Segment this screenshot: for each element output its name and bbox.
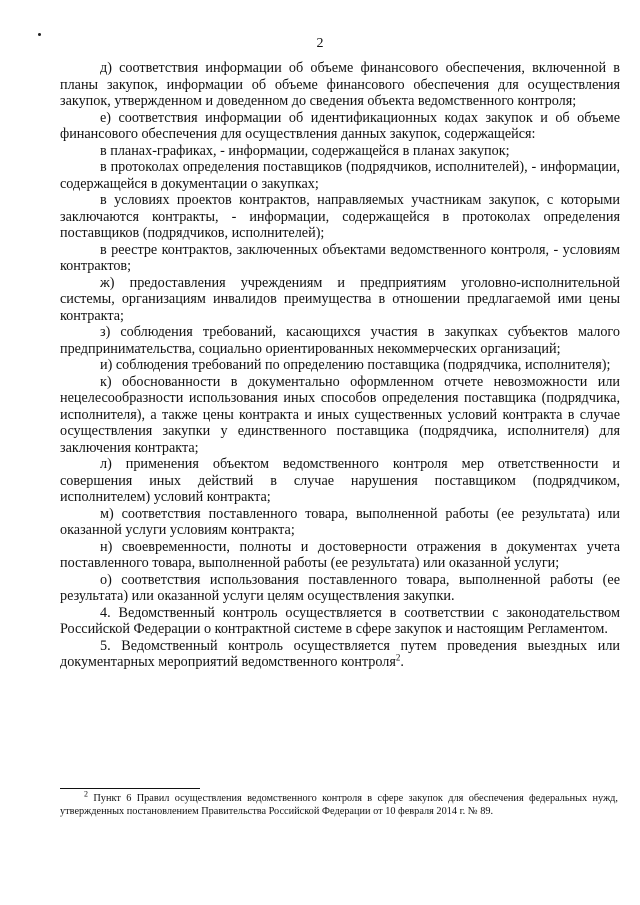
paragraph-5 [60, 638, 620, 671]
footnote-divider [60, 788, 200, 789]
paragraph-e-protocols: в протоколах определения поставщиков (подрядчиков, исполнителей), - информации, содержащейся в документации о закупках; [60, 159, 620, 192]
paragraph-4: 4. Ведомственный контроль осуществляется в соответствии с законодательством Российской Федерации о контрактной системе в сфере закупок и настоящим Регламентом. [60, 604, 620, 637]
paragraph-e-contract-registry: в реестре контрактов, заключенных объектами ведомственного контроля, - условиям контрактов; [60, 241, 620, 274]
paragraph-o: о) соответствия использования поставленного товара, выполненной работы (ее результата) или оказанной услуги целям осуществления закупки. [60, 571, 620, 604]
paragraph-e: е) соответствия информации об идентификационных кодах закупок и об объеме финансового обеспечения для осуществления данных закупок, содержащейся: [60, 109, 620, 142]
footnote-text: Пункт 6 Правил осуществления ведомственного контроля в сфере закупок для обеспечения федеральных нужд, утвержденных постановлением Правительства Российской Федерации от 10 февраля 2014 г. № 89. [60, 793, 618, 817]
paragraph-l: л) применения объектом ведомственного контроля мер ответственности и совершения иных действий в случае нарушения поставщиком (подрядчиком, исполнителем) условий контракта; [60, 456, 620, 505]
page-number: 2 [316, 36, 324, 51]
paragraph-n: н) своевременности, полноты и достоверности отражения в документах учета поставленного товара, выполненной работы (ее результата) или оказанной услуги; [60, 538, 620, 571]
paragraph-e-contract-drafts: в условиях проектов контрактов, направляемых участникам закупок, с которыми заключаются контракты, - информации, содержащейся в протоколах определения поставщиков (подрядчиков, исполнителей); [60, 192, 620, 241]
paragraph-z: з) соблюдения требований, касающихся участия в закупках субъектов малого предпринимательства, социально ориентированных некоммерческих организаций; [60, 324, 620, 357]
footnote [60, 789, 618, 818]
paragraph-5-end: . [400, 654, 404, 670]
footnote-reference[interactable]: 2 [395, 652, 401, 663]
footnote-marker: 2 [84, 789, 88, 799]
document-body [60, 60, 620, 671]
paragraph-5-text: 5. Ведомственный контроль осуществляется путем проведения выездных или документарных мероприятий ведомственного контроля [60, 637, 620, 670]
paragraph-zh: ж) предоставления учреждениям и предприятиям уголовно-исполнительной системы, организациям инвалидов преимущества в отношении предлагаемой ими цены контракта; [60, 274, 620, 324]
paragraph-m: м) соответствия поставленного товара, выполненной работы (ее результата) или оказанной услуги условиям контракта; [60, 505, 620, 538]
paragraph-i: и) соблюдения требований по определению поставщика (подрядчика, исполнителя); [100, 357, 611, 373]
paragraph-e-plans-schedules: в планах-графиках, - информации, содержащейся в планах закупок; [100, 142, 510, 159]
paragraph-k: к) обоснованности в документально оформленном отчете невозможности или нецелесообразности использования иных способов определения поставщика (подрядчика, исполнителя), а также цены контракта и иных существенных условий контракта в случае осуществления закупки у единственного поставщика (подрядчика, исполнителя) для заключения контракта; [60, 373, 620, 456]
paragraph-d: д) соответствия информации об объеме финансового обеспечения, включенной в планы закупок, информации об объеме финансового обеспечения для осуществления закупок, утвержденном и доведенном до сведения объекта ведомственного контроля; [60, 60, 620, 109]
